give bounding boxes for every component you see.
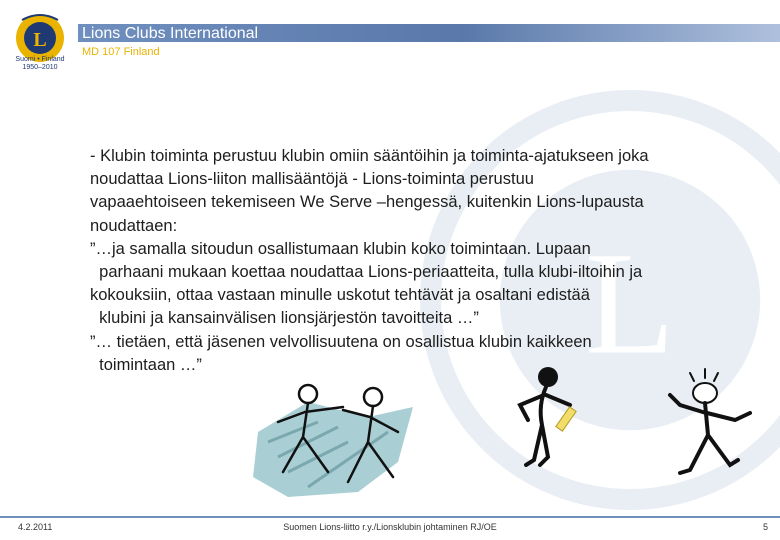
excited-figure-image xyxy=(660,365,760,485)
text-line: ”… tietäen, että jäsenen velvollisuutena on osallistua klubin kaikkeen xyxy=(90,332,592,351)
text-line: noudattaa Lions-liiton mallisääntöjä - Lions-toiminta perustuu xyxy=(90,170,534,189)
logo-caption xyxy=(8,56,72,72)
svg-text:L: L xyxy=(33,29,47,51)
footer-date: 4.2.2011 xyxy=(18,522,53,532)
text-line: vapaaehtoiseen tekemiseen We Serve –hengessä, kuitenkin Lions-lupausta xyxy=(90,193,644,212)
logo-caption-country: Suomi • Finland xyxy=(15,56,65,63)
footer-organization: Suomen Lions-liitto r.y./Lionsklubin johtaminen RJ/OE xyxy=(283,522,497,532)
text-line: klubini ja kansainvälisen lionsjärjestön tavoitteita …” xyxy=(90,309,479,328)
footer-page-number: 5 xyxy=(762,522,768,532)
footer-divider xyxy=(0,516,780,518)
text-line: noudattaen: xyxy=(90,216,178,235)
figure-with-paper-image xyxy=(508,365,588,475)
text-line: - Klubin toiminta perustuu klubin omiin sääntöihin ja toiminta-ajatukseen joka xyxy=(90,147,649,165)
dancing-people-image xyxy=(248,372,418,507)
text-line: toimintaan …” xyxy=(90,355,202,374)
text-line: parhaani mukaan koettaa noudattaa Lions-periaatteita, tulla klubi-iltoihin ja xyxy=(90,263,643,282)
header-subtitle: MD 107 Finland xyxy=(82,46,160,58)
text-line: kokouksiin, ottaa vastaan minulle uskotut tehtävät ja osaltani edistää xyxy=(90,286,590,305)
header-title: Lions Clubs International xyxy=(82,25,259,42)
main-text xyxy=(90,145,770,377)
text-line: ”…ja samalla sitoudun osallistumaan klubin koko toimintaan. Lupaan xyxy=(90,239,591,258)
svg-text:L: L xyxy=(585,221,675,385)
logo-caption-years: 1950–2010 xyxy=(22,64,58,71)
